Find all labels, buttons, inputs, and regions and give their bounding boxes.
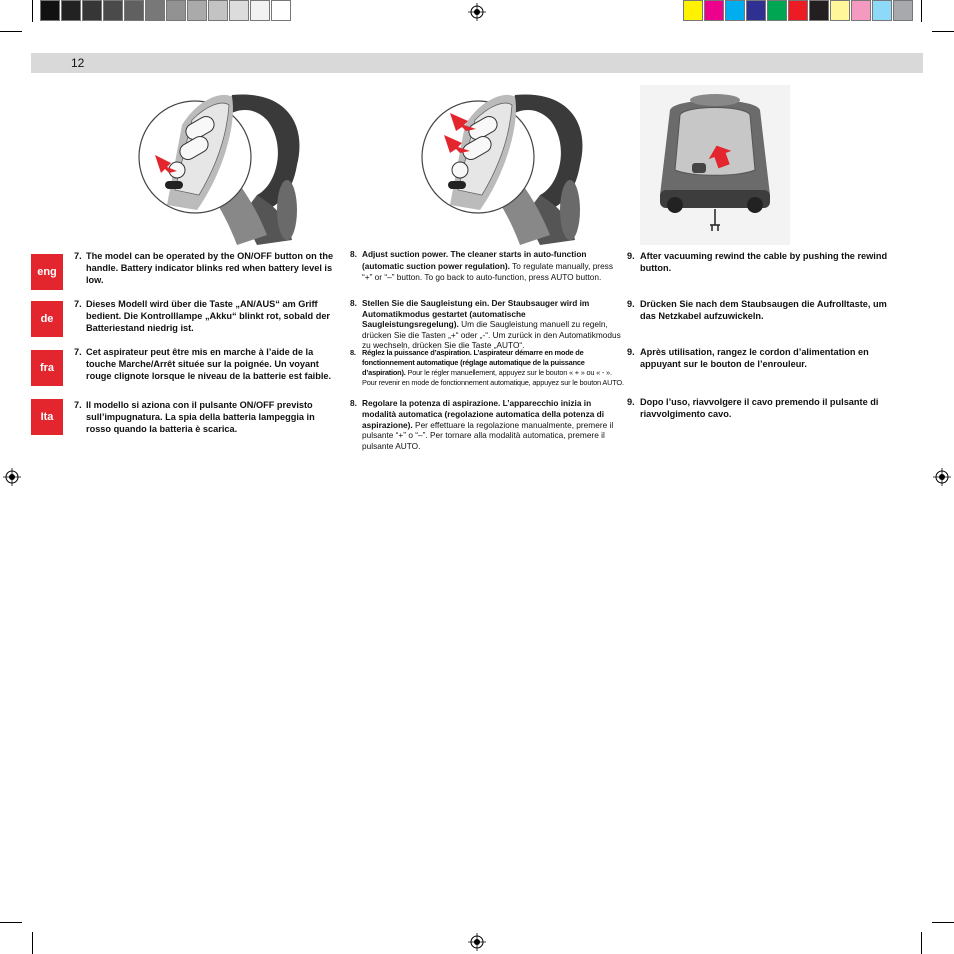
grayscale-swatch (250, 0, 270, 21)
step8-eng: 8. Adjust suction power. The cleaner starts in auto-function (automatic suction power regulation). To regulate manually, press “+” or “–” button. To go back to auto-function, press AUTO button. (350, 249, 613, 282)
lang-tab-ita: Ita (31, 399, 63, 435)
lang-tab-fra: fra (31, 350, 63, 386)
step7-eng: 7. The model can be operated by the ON/OFF button on the handle. Battery indicator blinks red when battery level is low. (74, 251, 334, 286)
step9-de: 9. Drücken Sie nach dem Staubsaugen die Aufrolltaste, um das Netzkabel aufzuwickeln. (627, 299, 887, 322)
header-bar (31, 53, 923, 73)
crop-mark (932, 922, 954, 923)
step9-eng: 9. After vacuuming rewind the cable by pushing the rewind button. (627, 251, 888, 274)
color-swatch (893, 0, 913, 21)
color-swatch (872, 0, 892, 21)
registration-mark-icon (3, 468, 21, 486)
step8-de: 8. Stellen Sie die Saugleistung ein. Der Staubsauger wird im Automatikmodus gestartet (automatische Saugleistungsregelung). Um die Saugleistung manuell zu regeln, drücken Sie die Tasten „+“ oder „-“. Um zurück in den Automatikmodus zu wechseln, drücken Sie die Taste „AUTO“. (350, 298, 621, 350)
step7-de: 7. Dieses Modell wird über die Taste „AN/AUS“ am Griff bedient. Die Kontrolllampe „Akku“ blinkt rot, sobald der Batteriestand niedrig ist. (74, 299, 331, 334)
color-swatch (767, 0, 787, 21)
lang-tab-de: de (31, 301, 63, 337)
grayscale-swatch (40, 0, 60, 21)
registration-mark-icon (933, 468, 951, 486)
crop-mark (32, 0, 33, 22)
grayscale-swatch (61, 0, 81, 21)
illustration-cable-rewind (640, 85, 790, 245)
step8-ita: 8. Regolare la potenza di aspirazione. L’apparecchio inizia in modalità automatica (regolazione automatica della potenza di aspirazione). Per effettuare la regolazione manualmente, premere il pulsante “+” o “–”. Per tornare alla modalità automatica, premere il pulsante AUTO. (350, 398, 614, 452)
color-swatch (851, 0, 871, 21)
step7-fra: 7. Cet aspirateur peut être mis en marche à l’aide de la touche Marche/Arrêt située sur la poignée. Un voyant rouge clignote lorsque le niveau de la batterie est faible. (74, 347, 332, 382)
crop-mark (0, 31, 22, 32)
grayscale-swatch (82, 0, 102, 21)
grayscale-swatch (208, 0, 228, 21)
color-swatch (746, 0, 766, 21)
color-swatch (809, 0, 829, 21)
step9-fra: 9. Après utilisation, rangez le cordon d’alimentation en appuyant sur le bouton de l’enrouleur. (627, 347, 869, 370)
grayscale-swatch (271, 0, 291, 21)
step8-fra: 8. Réglez la puissance d’aspiration. L’aspirateur démarre en mode de fonctionnement automatique (réglage automatique de la puissance d’aspiration). Pour le régler manuellement, appuyez sur le bouton « + » ou « - ». Pour revenir en mode de fonctionnement automatique, appuyez sur le bouton AUTO. (350, 348, 624, 387)
crop-mark (932, 31, 954, 32)
crop-mark (921, 932, 922, 954)
crop-mark (921, 0, 922, 22)
lang-tab-eng: eng (31, 254, 63, 290)
grayscale-swatch (166, 0, 186, 21)
grayscale-swatch (229, 0, 249, 21)
registration-mark-icon (468, 933, 486, 951)
crop-mark (32, 932, 33, 954)
page-number: 12 (71, 56, 85, 70)
color-swatch (725, 0, 745, 21)
grayscale-swatch (187, 0, 207, 21)
illustration-handle-onoff (137, 85, 312, 245)
grayscale-swatch (103, 0, 123, 21)
color-swatch (830, 0, 850, 21)
color-swatch (704, 0, 724, 21)
crop-mark (0, 922, 22, 923)
illustration-handle-power (420, 85, 595, 245)
registration-mark-icon (468, 3, 486, 21)
step7-ita: 7. Il modello si aziona con il pulsante ON/OFF previsto sull’impugnatura. La spia della batteria lampeggia in rosso quando la batteria è scarica. (74, 400, 315, 435)
color-swatch (788, 0, 808, 21)
grayscale-swatch (124, 0, 144, 21)
color-swatch (683, 0, 703, 21)
step9-ita: 9. Dopo l’uso, riavvolgere il cavo premendo il pulsante di riavvolgimento cavo. (627, 397, 879, 420)
grayscale-swatch (145, 0, 165, 21)
